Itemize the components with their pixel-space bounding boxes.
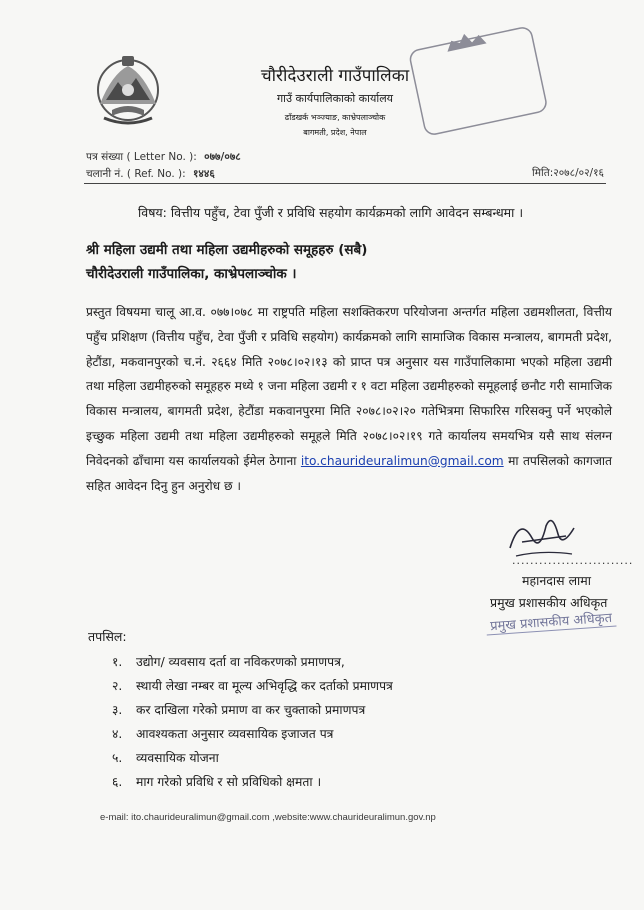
reference-number-label: चलानी नं. ( Ref. No. ): <box>86 168 186 180</box>
list-item <box>112 722 393 746</box>
list-item-number: ४. <box>112 727 123 741</box>
nepal-emblem-icon <box>92 52 164 130</box>
signature-dots: ........................... <box>512 554 634 567</box>
list-item-number: २. <box>112 679 123 693</box>
list-item-text: उद्योग/ व्यवसाय दर्ता वा नविकरणको प्रमाणपत्र, <box>136 655 345 669</box>
letter-date: मिति:२०७८/०२/१६ <box>532 167 604 179</box>
list-item-text: आवश्यकता अनुसार व्यवसायिक इजाजत पत्र <box>136 727 334 741</box>
list-item <box>112 698 393 722</box>
list-item-number: ३. <box>112 703 123 717</box>
subject-line: विषय: वित्तीय पहुँच, टेवा पुँजी र प्रविधि सहयोग कार्यक्रमको लागि आवेदन सम्बन्धमा । <box>138 205 524 220</box>
designation-stamp: प्रमुख प्रशासकीय अधिकृत <box>485 607 616 635</box>
reference-number-value: १४४६ <box>192 168 215 180</box>
letter-number-label: पत्र संख्या ( Letter No. ): <box>86 151 197 163</box>
list-item-text: माग गरेको प्रविधि र सो प्रविधिको क्षमता । <box>136 775 322 789</box>
recipient-line2: चौरीदेउराली गाउँपालिका, काभ्रेपलाञ्चोक । <box>86 266 297 282</box>
body-text-before-email: प्रस्तुत विषयमा चालू आ.व. ०७७।०७८ मा राष्ट्रपति महिला सशक्तिकरण परियोजना अन्तर्गत महिला उद्यमशीलता, वित्तीय पहुँच प्रशिक्षण (वित्तीय पहुँच, टेवा पुँजी र प्रविधि सहयोग) कार्यक्रमको लागि सामाजिक विकास मन्त्रालय, बागमती प्रदेश, हेटौंडा, मकवानपुरको च.नं. २६६४ मिति २०७८।०२।१३ को प्राप्त पत्र अनुसार यस गाउँपालिकामा भएको महिला उद्यमी तथा महिला उद्यमीहरुको समूहहरु मध्ये १ जना महिला उद्यमी र १ वटा महिला उद्यमीहरुको समूहलाई छनौट गरी सामाजिक विकास मन्त्रालय, बागमती प्रदेश, हेटौंडा मकवानपुरमा मिति २०७८।०२।२० गतेभित्रमा सिफारिस गरिसक्नु पर्ने भएकोले इच्छुक महिला उद्यमी तथा महिला उद्यमीहरुको समूहले मिति २०७८।०२।१९ गते कार्यालय समयभित्र यसै साथ संलग्न निवेदनको ढाँचामा यस कार्यालयको ईमेल ठेगाना <box>86 305 612 468</box>
office-address-line2: बागमती, प्रदेश, नेपाल <box>303 128 367 137</box>
reference-number <box>86 167 215 181</box>
office-subtitle: गाउँ कार्यपालिकाको कार्यालय <box>276 92 394 105</box>
list-item <box>112 650 393 674</box>
signatory-title: प्रमुख प्रशासकीय अधिकृत <box>490 595 608 610</box>
office-address-line1: ढाँडखर्क भञ्ज्याङ, काभ्रेपलाञ्चोक <box>284 113 386 122</box>
list-item-text: कर दाखिला गरेको प्रमाण वा कर चुक्ताको प्रमाणपत्र <box>136 703 366 717</box>
recipient-line1: श्री महिला उद्यमी तथा महिला उद्यमीहरुको समूहहरु (सबै) <box>86 242 368 258</box>
office-name: चौरीदेउराली गाउँपालिका <box>260 66 410 86</box>
letter-number-value: ०७७/०७८ <box>204 151 241 163</box>
list-item-text: स्थायी लेखा नम्बर वा मूल्य अभिवृद्धि कर दर्ताको प्रमाणपत्र <box>136 679 393 693</box>
body-text-after-email: मा तपसिलको कागजात सहित आवेदन दिनु हुन अनुरोध छ । <box>86 453 612 493</box>
letter-body <box>86 300 612 498</box>
footer-contact: e-mail: ito.chaurideuralimun@gmail.com ,website:www.chaurideuralimun.gov.np <box>100 812 436 823</box>
letter-number <box>86 150 241 164</box>
attachments-list <box>112 650 393 794</box>
list-item <box>112 770 393 794</box>
list-item <box>112 674 393 698</box>
attachments-heading: तपसिल: <box>88 629 127 644</box>
list-item-number: ६. <box>112 775 123 789</box>
header-divider <box>84 183 606 184</box>
signatory-name: महानदास लामा <box>522 573 592 588</box>
list-item-text: व्यवसायिक योजना <box>136 751 219 765</box>
list-item-number: ५. <box>112 751 123 765</box>
list-item <box>112 746 393 770</box>
body-email-link[interactable]: ito.chaurideuralimun@gmail.com <box>300 453 504 468</box>
list-item-number: १. <box>112 655 123 669</box>
